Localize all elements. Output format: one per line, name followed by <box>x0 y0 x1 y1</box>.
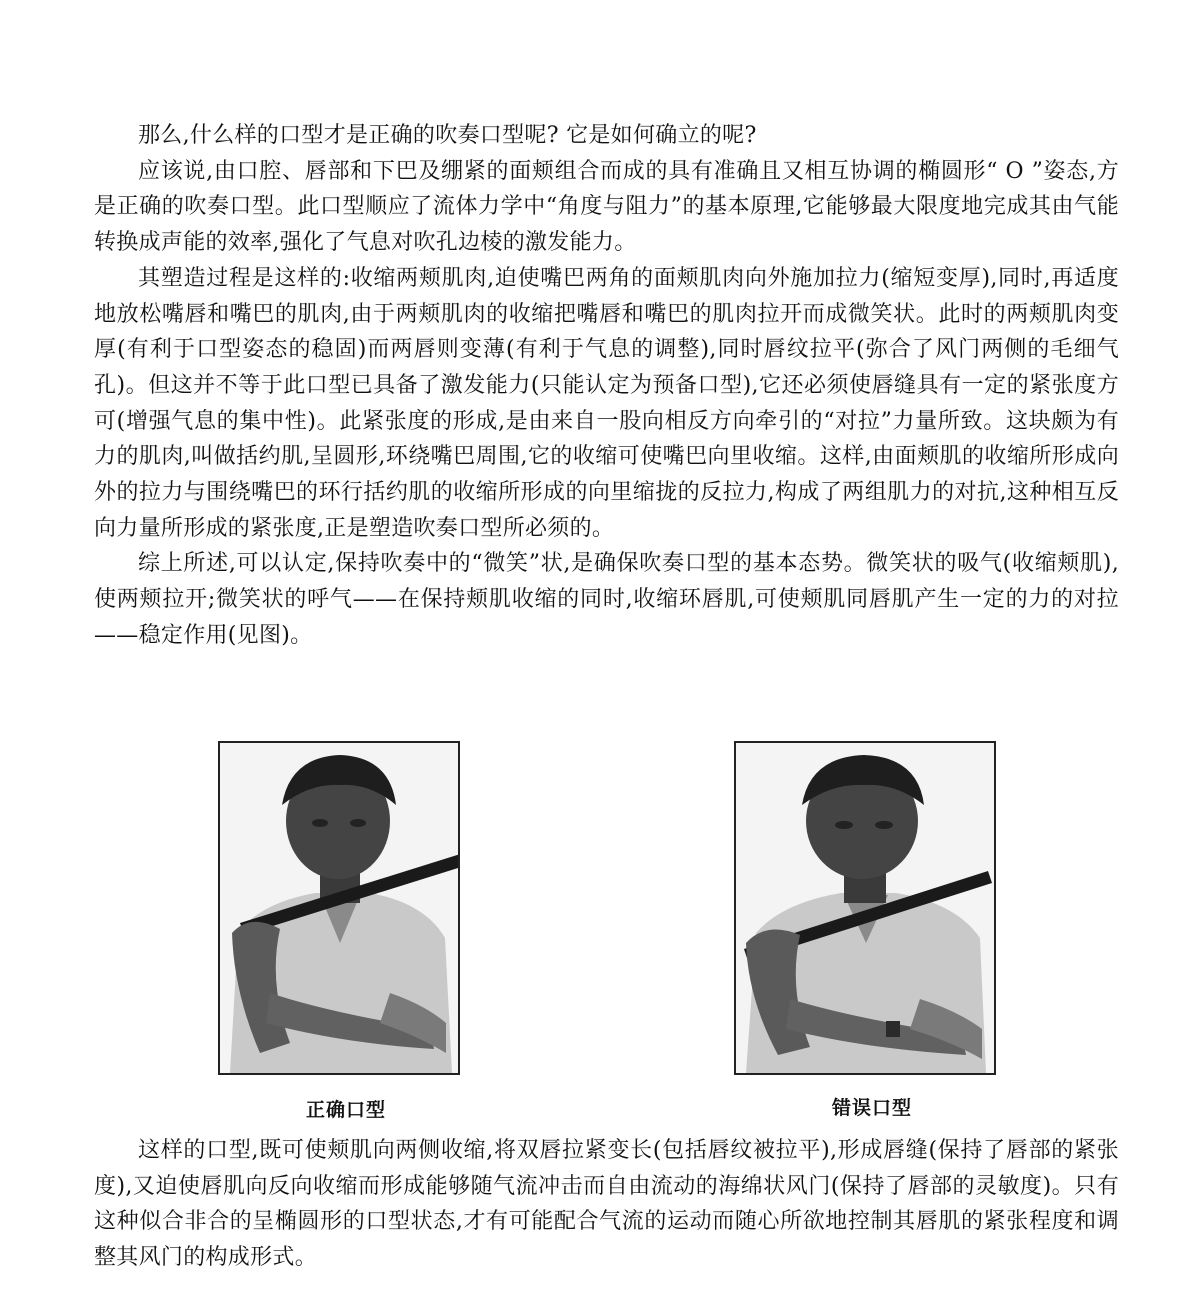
body-text-bottom <box>94 1133 1119 1276</box>
photo-wrong-embouchure <box>734 741 996 1075</box>
paragraph-question: 那么,什么样的口型才是正确的吹奏口型呢? 它是如何确立的呢? <box>138 123 757 148</box>
caption-wrong-embouchure: 错误口型 <box>832 1097 913 1119</box>
caption-correct-embouchure: 正确口型 <box>306 1099 387 1121</box>
photo-correct-embouchure <box>218 741 460 1075</box>
body-text-top <box>94 118 1119 654</box>
flutist-photo-illustration <box>220 743 458 1073</box>
paragraph-conclusion: 这样的口型,既可使颊肌向两侧收缩,将双唇拉紧变长(包括唇纹被拉平),形成唇缝(保持了唇部的紧张度),又迫使唇肌向反向收缩而形成能够随气流冲击而自由流动的海绵状风门(保持了唇部的灵敏度)。只有这种似合非合的呈椭圆形的口型状态,才有可能配合气流的运动而随心所欲地控制其唇肌的紧张程度和调整其风门的构成形式。 <box>94 1138 1119 1271</box>
paragraph-process: 其塑造过程是这样的:收缩两颊肌肉,迫使嘴巴两角的面颊肌肉向外施加拉力(缩短变厚),同时,再适度地放松嘴唇和嘴巴的肌肉,由于两颊肌肉的收缩把嘴唇和嘴巴的肌肉拉开而成微笑状。此时的两颊肌肉变厚(有利于口型姿态的稳固)而两唇则变薄(有利于气息的调整),同时唇纹拉平(弥合了风门两侧的毛细气孔)。但这并不等于此口型已具备了激发能力(只能认定为预备口型),它还必须使唇缝具有一定的紧张度方可(增强气息的集中性)。此紧张度的形成,是由来自一股向相反方向牵引的“对拉”力量所致。这块颇为有力的肌肉,叫做括约肌,呈圆形,环绕嘴巴周围,它的收缩可使嘴巴向里收缩。这样,由面颊肌的收缩所形成向外的拉力与围绕嘴巴的环行括约肌的收缩所形成的向里缩拢的反拉力,构成了两组肌力的对抗,这种相互反向力量所形成的紧张度,正是塑造吹奏口型所必须的。 <box>94 265 1119 541</box>
paragraph-summary: 综上所述,可以认定,保持吹奏中的“微笑”状,是确保吹奏口型的基本态势。微笑状的吸气(收缩颊肌),使两颊拉开;微笑状的呼气——在保持颊肌收缩的同时,收缩环唇肌,可使颊肌同唇肌产生一定的力的对拉——稳定作用(见图)。 <box>94 551 1119 648</box>
paragraph-definition: 应该说,由口腔、唇部和下巴及绷紧的面颊组合而成的具有准确且又相互协调的椭圆形“ O ”姿态,方是正确的吹奏口型。此口型顺应了流体力学中“角度与阻力”的基本原理,它能够最大限度地完成其由气能转换成声能的效率,强化了气息对吹孔边棱的激发能力。 <box>94 158 1119 256</box>
flutist-photo-illustration <box>736 743 994 1073</box>
